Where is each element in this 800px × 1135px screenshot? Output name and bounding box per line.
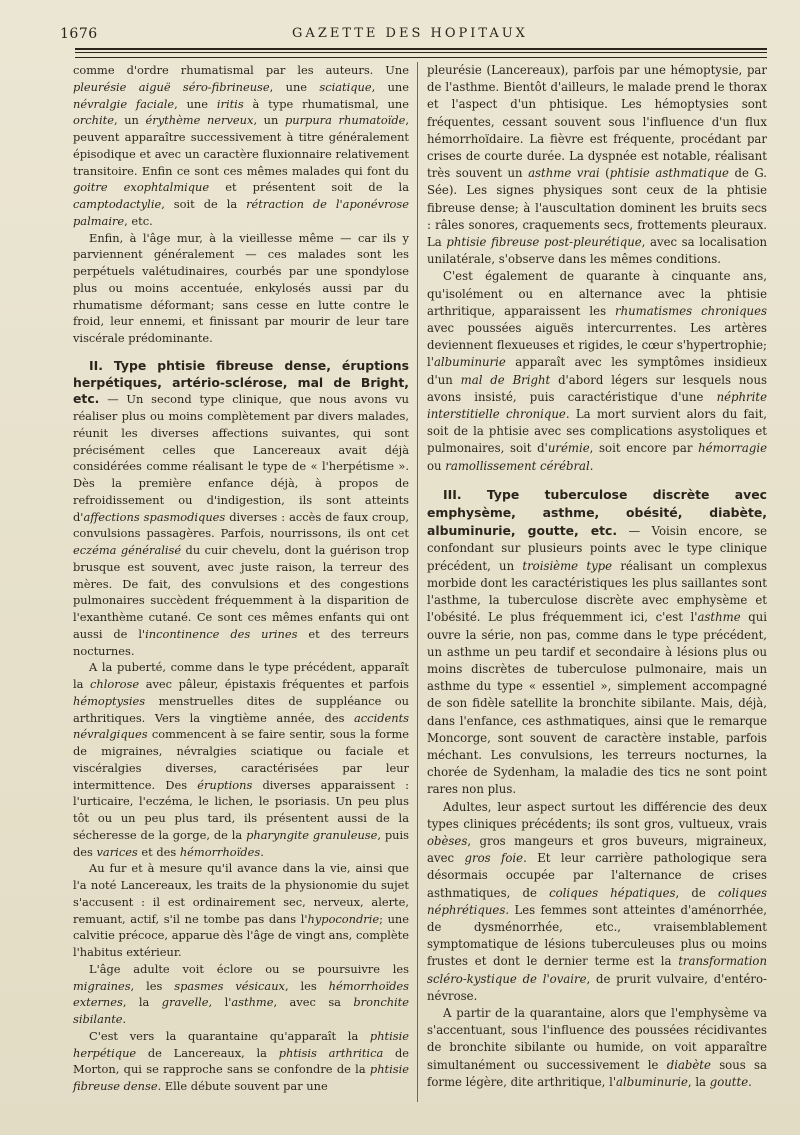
paragraph [73, 230, 409, 347]
italic-term: hémorragie [698, 441, 767, 456]
right-column [427, 62, 767, 1091]
text-run: pleurésie (Lancereaux), parfois par une hémoptysie, par de l'asthme. Bientôt d'ailleurs, le malade prend le thorax et l'aspect d'un phtisique. Les hémoptysies sont fréquentes, cessant souvent sous l'influence d'un flux hémorrhoïdaire. La fièvre est fréquente, procédant par crises de courte durée. La dyspnée est notable, réalisant très souvent un [427, 63, 767, 181]
text-run: , un [253, 113, 285, 128]
text-run: , de [675, 885, 719, 900]
italic-term: hémorrhoïdes [179, 844, 261, 859]
italic-term: albuminurie [433, 355, 506, 370]
italic-term: incontinence des urines [145, 626, 298, 641]
text-run: , soit encore par [589, 441, 699, 456]
paragraph [427, 799, 767, 1005]
text-run: commencent à se faire sentir, sous la forme de migraines, névralgies sciatique ou faciale et viscéralgies diverses, caractérisées par leur intermittence. Des [73, 727, 409, 792]
italic-term: migraines [73, 978, 131, 993]
header-rule [75, 57, 767, 58]
text-run: . [589, 458, 594, 473]
italic-term: asthme [231, 995, 274, 1010]
italic-term: accidents névralgiques [73, 710, 409, 742]
italic-term: asthme vrai [528, 166, 600, 181]
paragraph [73, 961, 409, 1028]
paragraph [73, 659, 409, 860]
text-run: , gros mangeurs et gros buveurs, migraineux, avec [427, 833, 767, 866]
text-run: de Lancereaux, la [136, 1045, 279, 1060]
italic-term: spasmes vésicaux [174, 978, 285, 993]
italic-term: diabète [666, 1057, 711, 1072]
text-run: . [260, 844, 264, 859]
text-run: diverses apparaissent : l'urticaire, l'eczéma, le lichen, le psoriasis. Un peu plus tôt ou un peu plus tard, ils présentent aussi de la sécheresse de la gorge, de la [73, 777, 410, 842]
text-run: ou [427, 458, 446, 473]
text-run: — Un second type clinique, que nous avons vu réaliser plus ou moins complètement par divers malades, réunit les diverses affections suivantes, qui sont précisément celles que Lancereaux avait déjà considérées comme réalisant le type de « l'herpétisme ». Dès la première enfance déjà, à propos de refroidissement ou d'indigestion, ils sont atteints d' [73, 392, 409, 524]
text-run: , de prurit vulvaire, d'entéro-névrose. [427, 971, 767, 1003]
italic-term: sciatique [319, 79, 372, 94]
header-rule [75, 48, 767, 50]
section-heading: II. Type phtisie fibreuse dense, éruptions herpétiques, artério-sclérose, mal de Bright, etc. [73, 357, 409, 407]
text-run: , etc. [124, 213, 153, 228]
text-run: C'est également de quarante à cinquante ans, qu'isolément ou en alternance avec la phtisie arthritique, apparaissent les [427, 269, 767, 318]
section-heading: III. Type tuberculose discrète avec emphysème, asthme, obésité, diabète, albuminurie, goutte, etc. [427, 486, 767, 539]
italic-term: asthme [697, 610, 741, 625]
text-run: , la [122, 995, 162, 1010]
text-run: comme d'ordre rhumatismal par les auteurs. Une [73, 63, 409, 77]
text-run: — Voisin encore, se confondant sur plusieurs points avec le type clinique précédent, un [427, 524, 767, 573]
text-run: . [122, 1012, 127, 1026]
italic-term: hémoptysies [73, 693, 146, 708]
italic-term: phtisis arthritica [278, 1045, 384, 1060]
text-run: de Morton, qui se rapproche sans se confondre de la [73, 1045, 410, 1077]
text-run: A la puberté, comme dans le type précédent, apparaît la [73, 660, 409, 691]
paragraph [427, 268, 767, 474]
running-head [60, 26, 760, 46]
text-run: à type rhumatismal, une [243, 96, 409, 111]
italic-term: coliques hépatiques [549, 885, 676, 900]
text-run: . [748, 1074, 752, 1089]
text-run: de G. Sée). Les signes physiques sont ceux de la phtisie fibreuse dense; à l'auscultation dominent les bruits secs : râles sonores, craquements secs, frottements pleuraux. La [427, 166, 767, 250]
text-run: L'âge adulte voit éclore ou se poursuivre les [89, 961, 409, 976]
italic-term: transformation scléro-kystique de l'ovaire [427, 954, 767, 986]
italic-term: mal de Bright [460, 372, 551, 387]
text-run: , une [269, 79, 320, 94]
text-run: . La mort survient alors du fait, soit de la phtisie avec ses complications asystoliques et pulmonaires, soit d' [427, 407, 767, 456]
text-run: , les [284, 978, 329, 993]
italic-term: phtisie herpétique [73, 1028, 409, 1060]
italic-term: bronchite sibilante [73, 995, 409, 1026]
italic-term: hémorrhoïdes externes [73, 978, 410, 1010]
text-run: qui ouvre la série, non pas, comme dans le type précédent, un asthme un peu tardif et secondaire à lésions plus ou moins discrètes de tuberculose pulmonaire, mais un asthme du type « essentiel », simplement accompagné de son fidèle satellite la bronchite sibilante. Mais, déjà, dans l'enfance, ces asthmatiques, ainsi que le remarque Moncorge, sont souvent de caractère instable, parfois méchant. Les convulsions, les terreurs nocturnes, la chorée de Sydenham, la maladie des tics ne sont point rares non plus. [427, 610, 767, 797]
text-run: d'abord légers sur lesquels nous avons insisté, puis caractéristique d'une [427, 372, 767, 404]
italic-term: éruptions [197, 777, 253, 792]
paragraph [73, 860, 409, 961]
italic-term: coliques néphrétiques [427, 885, 767, 917]
column-divider [417, 62, 418, 1102]
text-run: . Elle débute souvent par une [157, 1079, 328, 1093]
italic-term: phtisie fibreuse post-pleurétique [446, 235, 642, 250]
text-run: et présentent soit de la [209, 180, 409, 195]
italic-term: phtisie fibreuse dense [73, 1062, 409, 1093]
text-run: , avec sa [273, 995, 354, 1010]
left-column [73, 62, 409, 1095]
italic-term: phtisie asthmatique [609, 166, 729, 181]
italic-term: néphrite interstitielle chronique [427, 389, 767, 422]
text-run: avec poussées aiguës intercurrentes. Les artères deviennent flexueuses et rigides, le cœur s'hypertrophie; l' [427, 321, 767, 370]
italic-term: rhumatismes chroniques [615, 303, 767, 318]
italic-term: albuminurie [616, 1074, 688, 1089]
text-run: avec pâleur, épistaxis fréquentes et parfois [139, 677, 409, 691]
italic-term: pharyngite granuleuse [246, 827, 378, 842]
paragraph [427, 62, 767, 268]
italic-term: purpura rhumatoïde [284, 113, 406, 128]
italic-term: gros foie [464, 851, 524, 866]
text-run: Adultes, leur aspect surtout les différencie des deux types cliniques précédents; ils sont gros, vultueux, vrais [427, 799, 767, 831]
text-run: . Les femmes sont atteintes d'aménorrhée, de dysménorrhée, etc., vraisemblablement symptomatique de lésions tuberculeuses plus ou moins frustes et dont le dernier terme est la [427, 902, 767, 969]
italic-term: pleurésie aiguë séro-fibrineuse [73, 79, 270, 94]
italic-term: névralgie faciale [73, 96, 175, 111]
italic-term: érythème nerveux [145, 113, 254, 128]
italic-term: urémie [547, 441, 590, 456]
section-paragraph [427, 486, 767, 799]
text-run: , avec sa localisation unilatérale, s'observe dans les mêmes conditions. [427, 235, 768, 267]
text-run: réalisant un complexus morbide dont les caractéristiques les plus saillantes sont l'asthme, la tuberculose discrète avec emphysème et l'obésité. Le plus fréquemment ici, c'est l' [427, 558, 767, 625]
text-run: , soit de la [161, 197, 247, 211]
text-run: ( [599, 166, 610, 181]
italic-term: gravelle [161, 995, 209, 1010]
section-paragraph [73, 358, 409, 660]
italic-term: iritis [216, 96, 244, 111]
italic-term: hypocondrie [307, 911, 380, 926]
italic-term: camptodactylie [73, 197, 162, 211]
journal-title: GAZETTE DES HOPITAUX [292, 26, 528, 41]
italic-term: affections spasmodiques [83, 509, 226, 524]
text-run: menstruelles dites de suppléance ou arthritiques. Vers la vingtième année, des [73, 693, 409, 725]
text-run: Au fur et à mesure qu'il avance dans la vie, ainsi que l'a noté Lancereaux, les traits de la physionomie du sujet s'accusent : il est ordinairement sec, nerveux, alerte, remuant, actif, s'il ne tombe pas dans l' [73, 861, 409, 926]
text-run: et des terreurs nocturnes. [73, 626, 410, 658]
text-run: A partir de la quarantaine, alors que l'emphysème va s'accentuant, sous l'influence des poussées récidivantes de bronchite sibilante ou humide, on voit apparaître simultanément ou successivement le [427, 1005, 767, 1072]
text-run: , l' [208, 995, 232, 1010]
text-run: , une [174, 96, 217, 111]
italic-term: eczéma généralisé [73, 543, 182, 557]
paragraph [73, 62, 409, 230]
text-run: , peuvent apparaître successivement à titre généralement épisodique et avec un caractère fluxionnaire relativement transitoire. Enfin ce sont ces mêmes malades qui font du [73, 113, 409, 178]
text-run: diverses : accès de faux croup, convulsions passagères. Parfois, nourrissons, ils ont cet [73, 509, 409, 541]
italic-term: goitre exophtalmique [73, 180, 210, 195]
italic-term: orchite [73, 113, 114, 128]
italic-term: rétraction de l'aponévrose palmaire [73, 197, 409, 228]
italic-term: chlorose [90, 677, 140, 691]
text-run: Enfin, à l'âge mur, à la vieillesse même — car ils y parviennent généralement — ces malades sont les perpétuels valétudinaires, courbés par une spondylose plus ou moins accentuée, enkylosés aussi par du rhumatisme déformant; sans cesse en lutte contre le froid, leur ennemi, et finissant par mourir de leur tare viscérale prédominante. [73, 230, 409, 345]
text-run: du cuir chevelu, dont la guérison trop brusque est souvent, avec juste raison, la terreur des mères. De fait, des convulsions et des congestions pulmonaires succèdent fréquemment à la disparition de l'exanthème cutané. Ce sont ces mêmes enfants qui ont aussi de l' [73, 543, 409, 641]
text-run: apparaît avec les symptômes insidieux d'un [427, 355, 767, 387]
text-run: et des [137, 844, 180, 859]
italic-term: obèses [427, 833, 468, 848]
text-run: ; une calvitie précoce, apparue dès l'âge de vingt ans, complète l'habitus extérieur. [73, 911, 410, 959]
italic-term: troisième type [522, 558, 613, 573]
text-run: C'est vers la quarantaine qu'apparaît la [89, 1028, 370, 1043]
text-run: , les [130, 978, 175, 993]
text-run: . Et leur carrière pathologique sera désormais occupée par l'alternance de crises asthmatiques, de [427, 851, 768, 900]
italic-term: ramollissement cérébral [445, 458, 590, 473]
text-run: , puis des [73, 827, 410, 859]
header-rule [75, 52, 767, 53]
paragraph [73, 1028, 409, 1095]
text-run: , une [371, 79, 410, 94]
text-run: sous sa forme légère, dite arthritique, l' [427, 1057, 767, 1089]
italic-term: goutte [709, 1074, 749, 1089]
italic-term: varices [96, 844, 138, 859]
page-number: 1676 [60, 26, 98, 42]
text-run: , la [687, 1074, 710, 1089]
paragraph [427, 1005, 767, 1091]
text-run: , un [113, 113, 146, 128]
